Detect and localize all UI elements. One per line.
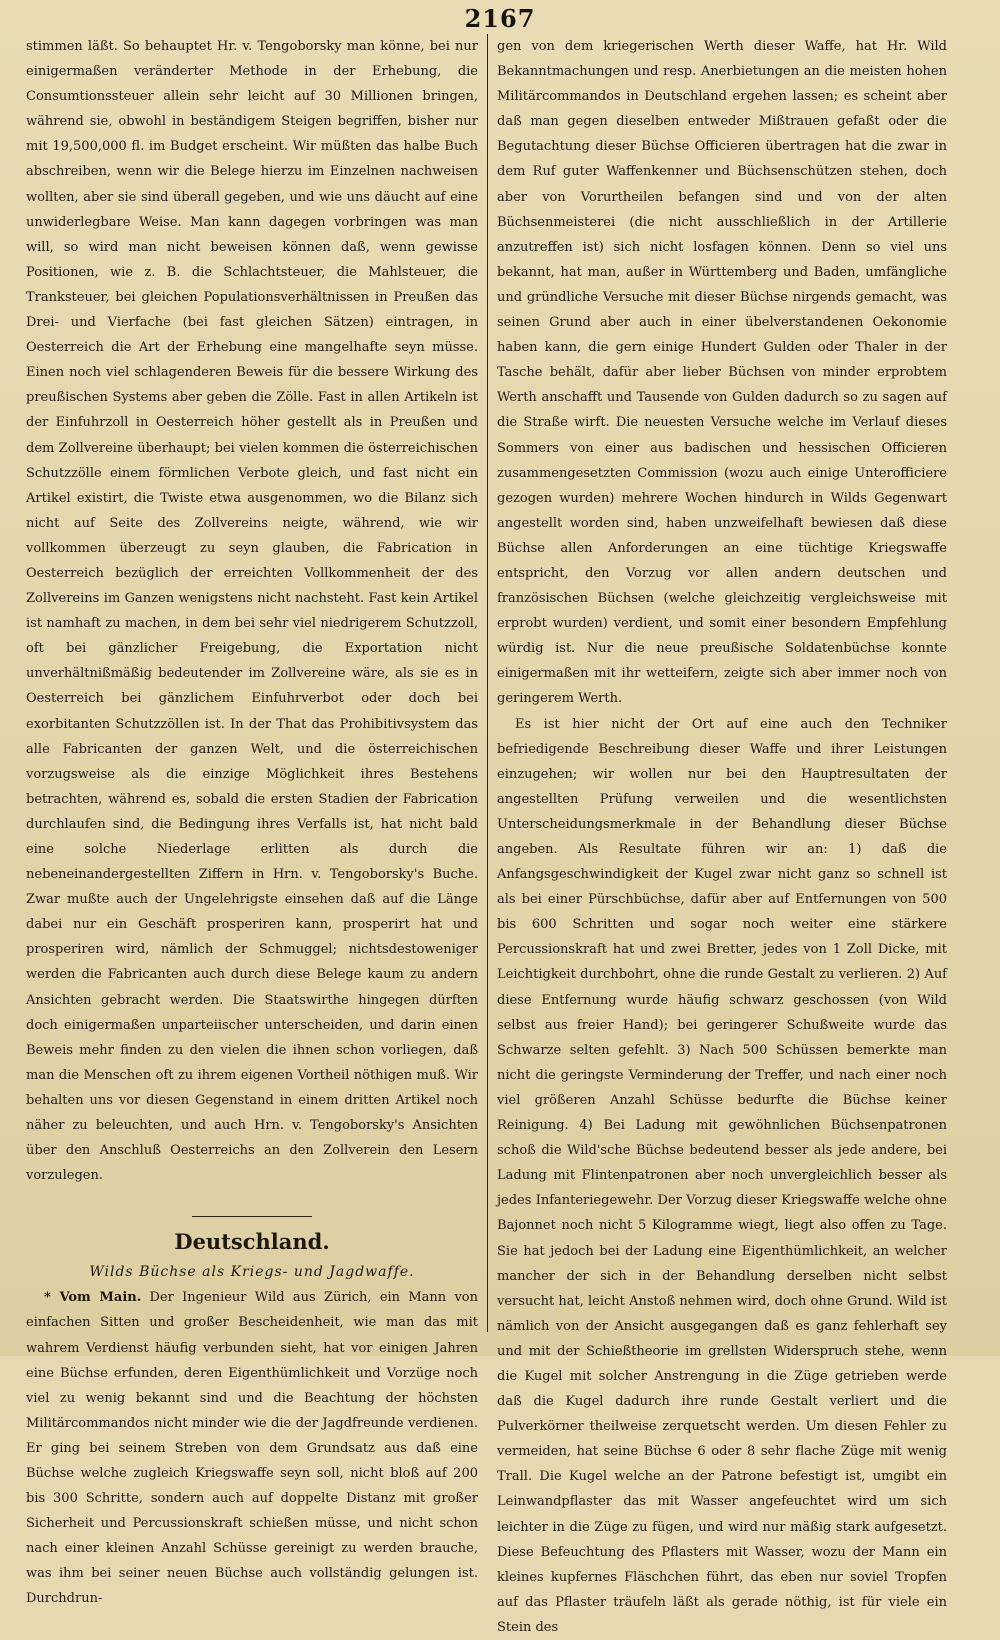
dateline: * Vom Main. xyxy=(44,1290,142,1306)
article-text: Der Ingenieur Wild aus Zürich, ein Mann von einfachen Sitten und großer Bescheidenheit, wie man das mit wahrem Verdienst häufig verbunden sieht, hat vor einigen Jahren eine Büchse erfunden, deren Eigenthümlichkeit und Vorzüge noch viel zu wenig bekannt sind und die Beachtung der höchsten Militärcommandos nicht minder wie die der Jagdfreunde verdienen. Er ging bei seinem Streben von dem Grundsatz aus daß eine Büchse welche zugleich Kriegswaffe seyn soll, nicht bloß auf 200 bis 300 Schritte, sondern auch auf doppelte Distanz mit großer Sicherheit und Percussionskraft schießen müsse, und nicht schon nach einer kleinen Anzahl Schüsse gereinigt zu werden brauche, was ihm bei seiner neuen Büchse auch vollständig gelungen ist. Durchdrun- xyxy=(26,1290,478,1607)
article-paragraph: stimmen läßt. So behauptet Hr. v. Tengoborsky man könne, bei nur einigermaßen veränderter Methode in der Erhebung, die Consumtionssteuer allein sehr leicht auf 30 Millionen bringen, während sie, obwohl in beständigem Steigen begriffen, bisher nur mit 19,500,000 fl. im Budget erscheint. Wir müßten das halbe Buch abschreiben, wenn wir die Belege hierzu im Einzelnen nachweisen wollten, aber sie sind überall gegeben, und wie uns däucht auf eine unwiderlegbare Weise. Man kann dagegen vorbringen was man will, so wird man nicht beweisen können daß, wenn gewisse Positionen, wie z. B. die Schlachtsteuer, die Mahlsteuer, die Tranksteuer, bei gleichen Populationsverhältnissen in Preußen das Drei- und Vierfache (bei fast gleichen Sätzen) eintragen, in Oesterreich die Art der Erhebung eine mangelhafte seyn müsse. Einen noch viel schlagenderen Beweis für die bessere Wirkung des preußischen Systems aber geben die Zölle. Fast in allen Artikeln ist der Einfuhrzoll in Oesterreich höher gestellt als in Preußen und dem Zollvereine überhaupt; bei vielen kommen die österreichischen Schutzzölle einem förmlichen Verbote gleich, und fast nicht ein Artikel existirt, die Twiste etwa ausgenommen, wo die Bilanz sich nicht auf Seite des Zollvereins neigte, während, wie wir vollkommen überzeugt zu seyn glauben, die Fabrication in Oesterreich bezüglich der erreichten Vollkommenheit der des Zollvereins im Ganzen wenigstens nicht nachsteht. Fast kein Artikel ist namhaft zu machen, in dem bei sehr viel niedrigerem Schutzzoll, oft bei gänzlicher Freigebung, die Exportation nicht unverhältnißmäßig bedeutender im Zollvereine wäre, als sie es in Oesterreich bei gänzlichem Einfuhrverbot oder doch bei exorbitanten Schutzzöllen ist. In der That das Prohibitivsystem das alle Fabricanten der ganzen Welt, und die österreichischen vorzugsweise als die einzige Möglichkeit ihres Bestehens betrachten, während es, sobald die ersten Stadien der Fabrication durchlaufen sind, die Bedingung ihres Verfalls ist, hat nicht bald eine solche Niederlage erlitten als durch die nebeneinandergestellten Ziffern in Hrn. v. Tengoborsky's Buche. Zwar mußte auch der Ungelehrigste einsehen daß auf die Länge dabei nur ein Geschäft prosperiren kann, prosperirt hat und prosperiren wird, nämlich der Schmuggel; nichtsdestoweniger werden die Fabricanten auch durch diese Belege kaum zu andern Ansichten gebracht werden. Die Staatswirthe hingegen dürften doch einigermaßen unparteiischer unterscheiden, und darin einen Beweis mehr finden zu den vielen die ihnen schon vorliegen, daß man die Menschen oft zu ihrem eigenen Vortheil nöthigen muß. Wir behalten uns vor diesen Gegenstand in einem dritten Artikel noch näher zu beleuchten, und auch Hrn. v. Tengoborsky's Ansichten über den Anschluß Oesterreichs an den Zollverein den Lesern vorzulegen. xyxy=(26,39,478,1184)
left-column xyxy=(26,34,478,1607)
article-paragraph: Es ist hier nicht der Ort auf eine auch den Techniker befriedigende Beschreibung dieser Waffe und ihrer Leistungen einzugehen; wir wollen nur bei den Hauptresultaten der angestellten Prüfung verweilen und die wesentlichsten Unterscheidungsmerkmale in der Behandlung dieser Büchse angeben. Als Resultate führen wir an: 1) daß die Anfangsgeschwindigkeit der Kugel zwar nicht ganz so schnell ist als bei einer Pürschbüchse, dafür aber auf Entfernungen von 500 bis 600 Schritten und sogar noch weiter eine stärkere Percussionskraft hat und zwei Bretter, jedes von 1 Zoll Dicke, mit Leichtigkeit durchbohrt, ohne die runde Gestalt zu verlieren. 2) Auf diese Entfernung wurde häufig schwarz geschossen (von Wild selbst aus freier Hand); bei geringerer Schußweite wurde das Schwarze selten gefehlt. 3) Nach 500 Schüssen bemerkte man nicht die geringste Verminderung der Treffer, und nach einer noch viel größeren Anzahl Schüsse bedurfte die Büchse keiner Reinigung. 4) Bei Ladung mit gewöhnlichen Büchsenpatronen schoß die Wild'sche Büchse bedeutend besser als jede andere, bei Ladung mit Flintenpatronen aber noch unvergleichlich besser als jedes Infanteriegewehr. Der Vorzug dieser Kriegswaffe welche ohne Bajonnet noch nicht 5 Kilogramme wiegt, liegt also offen zu Tage. Sie hat jedoch bei der Ladung eine Eigenthümlichkeit, an welcher mancher der sich in der Behandlung derselben nicht selbst versucht hat, leicht Anstoß nehmen wird, doch ohne Grund. Wild ist nämlich von der Ansicht ausgegangen daß es ganz fehlerhaft sey und mit der Schießtheorie im grellsten Widerspruch stehe, wenn die Kugel mit solcher Anstrengung in die Züge getrieben werde daß die Kugel dadurch ihre runde Gestalt verliert und die Pulverkörner theilweise zerquetscht werden. Um diesen Fehler zu vermeiden, hat seine Büchse 6 oder 8 sehr flache Züge mit wenig Trall. Die Kugel welche an der Patrone befestigt ist, umgibt ein Leinwandpflaster das mit Wasser angefeuchtet wird um sich leichter in die Züge zu fügen, und wird nur mäßig stark aufgesetzt. Diese Befeuchtung des Pflasters mit Wasser, wozu der Mann ein kleines kupfernes Fläschchen führt, das eben nur soviel Tropfen auf das Pflaster träufeln läßt als gerade nöthig, ist für viele ein Stein des xyxy=(497,716,947,1635)
article-subheading: Wilds Büchse als Kriegs- und Jagdwaffe. xyxy=(89,1264,415,1281)
article-paragraph: gen von dem kriegerischen Werth dieser Waffe, hat Hr. Wild Bekanntmachungen und resp. Anerbietungen an die meisten hohen Militärcommandos in Deutschland ergehen lassen; es scheint aber daß man gegen dieselben entweder Mißtrauen gefaßt oder die Begutachtung dieser Büchse Officieren übertragen hat die zwar in dem Ruf guter Waffenkenner und Büchsenschützen stehen, doch aber von Vorurtheilen befangen sind und von der alten Büchsenmeisterei (die nicht ausschließlich in der Artillerie anzutreffen ist) sich nicht losfagen können. Denn so viel uns bekannt, hat man, außer in Württemberg und Baden, umfängliche und gründliche Versuche mit dieser Büchse nirgends gemacht, was seinen Grund aber auch in einer übelverstandenen Oekonomie haben kann, die gern einige Hundert Gulden oder Thaler in der Tasche behält, dafür aber lieber Büchsen von minder erprobtem Werth anschafft und Tausende von Gulden dadurch so zu sagen auf die Straße wirft. Die neuesten Versuche welche im Verlauf dieses Sommers von einer aus badischen und hessischen Officieren zusammengesetzten Commission (wozu auch einige Unterofficiere gezogen wurden) mehrere Wochen hindurch in Wilds Gegenwart angestellt worden sind, haben unzweifelhaft bewiesen daß diese Büchse allen Anforderungen an eine tüchtige Kriegswaffe entspricht, den Vorzug vor allen andern deutschen und französischen Büchsen (welche gleichzeitig vergleichsweise mit erprobt wurden) verdient, und somit einer besondern Empfehlung würdig ist. Nur die neue preußische Soldatenbüchse konnte einigermaßen mit ihr wetteifern, zeigte sich aber immer noch von geringerem Werth. xyxy=(497,39,947,707)
column-divider xyxy=(487,34,488,1332)
section-divider xyxy=(192,1216,312,1217)
section-heading: Deutschland. xyxy=(174,1229,330,1255)
article-paragraph xyxy=(26,1285,478,1611)
right-column xyxy=(497,34,947,1635)
page-number: 2167 xyxy=(464,4,536,33)
